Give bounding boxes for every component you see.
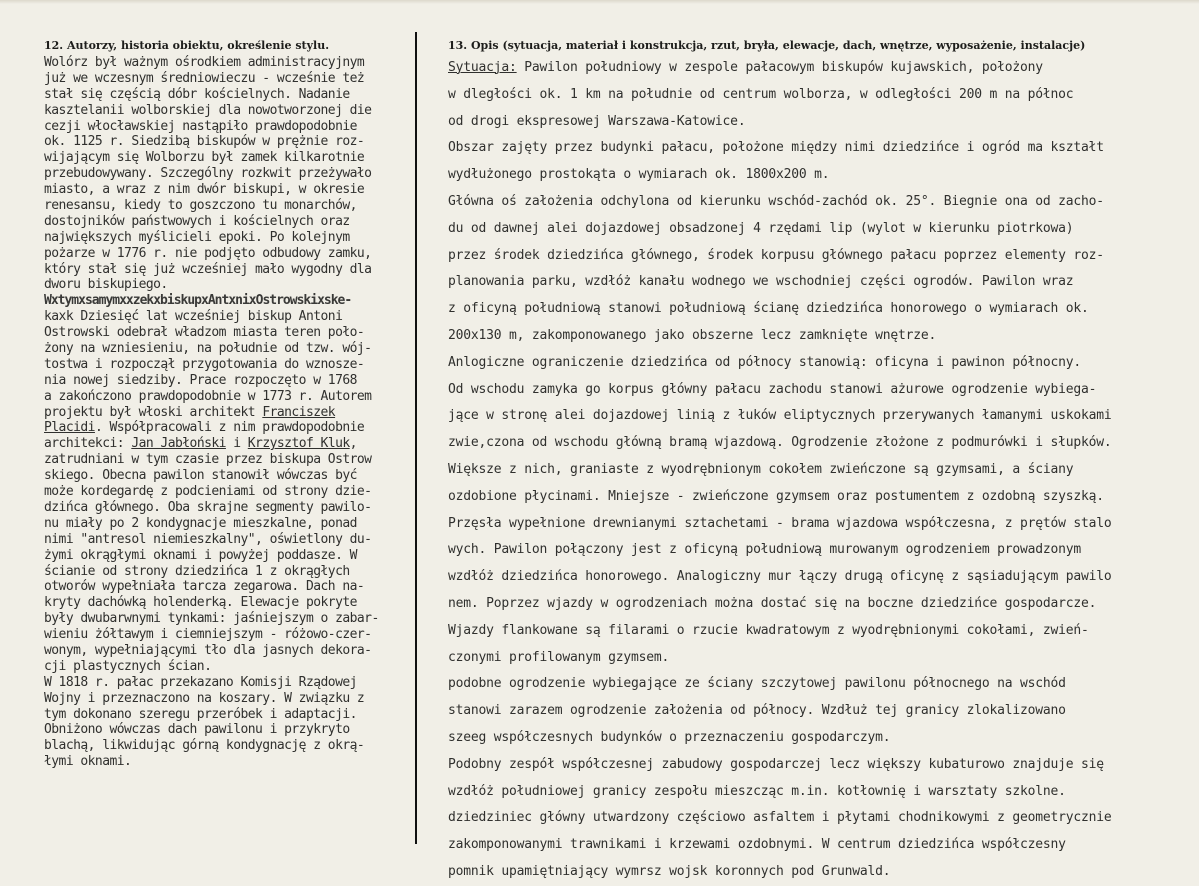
description-line: w dległości ok. 1 km na południe od centrum wolborza, w odległości 200 m na północ [448,86,1074,102]
description-line: dziedziniec główny utwardzony częściowo asfaltem i płytami chodnikowymi z geometrycznie [448,810,1112,826]
description-line: szeeg współczesnych budynków o przeznaczeniu gospodarczym. [448,729,891,745]
description-line: du od dawnej alei dojazdowej obsadzonej 4 rzędami lip (wylot w kierunku piotrkowa) [448,220,1074,236]
history-line: miasto, a wraz z nim dwór biskupi, w okresie [44,182,365,198]
description-line: pomnik upamiętniający wymrsz wojsk koronnych pod Grunwald. [448,863,891,879]
description-line: z oficyną południową stanowi południową ścianę dziedzińca honorowego o wymiarach ok. [448,301,1089,317]
history-line: ok. 1125 r. Siedzibą biskupów w prężnie roz- [44,134,365,150]
situation-text: Pawilon południowy w zespole pałacowym biskupów kujawskich, położony [516,60,1043,75]
history-line: W 1818 r. pałac przekazano Komisji Rządowej [44,674,357,690]
description-line: wydłużonego prostokąta o wymiarach ok. 1800x200 m. [448,167,830,183]
description-line: wych. Pawilon połączony jest z oficyną południową murowanym ogrodzeniem prowadzonym [448,542,1082,558]
history-line: projektu był włoski architekt Franciszek [44,404,336,420]
history-line: renesansu, kiedy to goszczono tu monarchów, [44,198,357,214]
description-line: Większe z nich, graniaste z wyodrębnionym cokołem zwieńczone są gzymsami, a ściany [448,461,1074,477]
history-line: pożarze w 1776 r. nie podjęto odbudowy zamku, [44,245,372,261]
description-line: Od wschodu zamyka go korpus główny pałacu zachodu stanowi ażurowe ogrodzenie wybiega- [448,381,1097,397]
description-line: zwie,czona od wschodu główną bramą wjazdową. Ogrodzenie złożone z podmurówki i słupków. [448,435,1112,451]
description-line: jące w stronę alei dojazdowej linią z łuków eliptycznych przerywanych łamanymi uskokami [448,408,1112,424]
description-line: zakomponowanymi trawnikami i krzewami ozdobnymi. W centrum dziedzińca współczesny [448,837,1066,853]
history-line: może kordegardę z podcieniami od strony dzie- [44,484,372,500]
history-line: Obniżono wówczas dach pawilonu i przykryto [44,722,350,738]
description-line: wzdłóż południowej granicy zespołu mieszcząc m.in. kotłownię i warsztaty szkolne. [448,783,1066,799]
description-line: 200x130 m, zakomponowanego jako obszerne lecz zamknięte wnętrze. [448,327,937,343]
description-line: od drogi ekspresowej Warszawa-Katowice. [448,113,746,129]
history-line: dworu biskupiego. [44,277,168,293]
description-line: Główna oś założenia odchylona od kierunku wschód-zachód ok. 25°. Biegnie ona od zacho- [448,193,1104,209]
description-line: stanowi zarazem ogrodzenie założenia od północy. Wzdłuż tej granicy zlokalizowano [448,703,1066,719]
history-line: wijającym się Wolborzu był zamek kilkarotnie [44,150,365,166]
description-line: Podobny zespół współczesnej zabudowy gospodarczej lecz większy kubaturowo znajduje się [448,756,1104,772]
history-line: stał się częścią dóbr kościelnych. Nadanie [44,86,350,102]
history-line: Wojny i przeznaczono na koszary. W związku z [44,690,365,706]
history-line: kaxk Dziesięć lat wcześniej biskup Antoni [44,309,343,325]
history-line: który stał się już wcześniej mało wygodny dla [44,261,372,277]
history-line: otworów wypełniała tarcza zegarowa. Dach na- [44,579,365,595]
history-line: były dwubarwnymi tynkami: jaśniejszym o zabar- [44,611,379,627]
history-column [44,39,412,770]
description-line: Przęsła wypełnione drewnianymi sztachetami - brama wjazdowa współczesna, z prętów stalo [448,515,1112,531]
history-line: żymi okrągłymi oknami i powyżej poddasze. W [44,547,357,563]
history-line: skiego. Obecna pawilon stanowił wówczas być [44,468,357,484]
history-line: największych myślicieli epoki. Po kolejnym [44,229,350,245]
situation-label: Sytuacja: [448,60,517,75]
history-line: wieniu żółtawym i ciemniejszym - różowo-czer- [44,627,372,643]
history-line: kryty dachówką holenderką. Elewacje pokryte [44,595,357,611]
history-line: już we wczesnym średniowieczu - wcześnie też [44,70,365,86]
description-line: wzdłóż dziedzińca honorowego. Analogiczny mur łączy drugą oficynę z sąsiadującym pawilo [448,569,1112,585]
history-line: tym dokonano szeregu przeróbek i adaptacji. [44,706,357,722]
description-line: nem. Poprzez wjazdy w ogrodzeniach można dostać się na boczne dziedzińce gospodarcze. [448,595,1097,611]
description-line: przez środek dziedzińca głównego, środek korpusu głównego pałacu poprzez elementy roz- [448,247,1104,263]
description-heading: 13. Opis (sytuacja, materiał i konstrukcja, rzut, bryła, elewacje, dach, wnętrze, wyposażenie, instalacje) [448,39,1086,52]
history-line: zatrudniani w tym czasie przez biskupa Ostrow [44,452,372,468]
description-line: czonymi profilowanym gzymsem. [448,649,670,665]
history-line: ścianie od strony dziedzińca 1 z okrągłych [44,563,350,579]
history-line: cezji włocławskiej nastąpiło prawdopodobnie [44,118,357,134]
page-edge [0,0,1199,4]
description-line: Wjazdy flankowane są filarami o rzucie kwadratowym z wyodrębnionymi cokołami, zwień- [448,622,1089,638]
history-line: dzińca głównego. Oba skrajne segmenty pawilo- [44,499,372,515]
history-line: żony na wzniesieniu, na południe od tzw. wój- [44,341,372,357]
history-text [44,55,412,770]
history-line: architekci: Jan Jabłoński i Krzysztof Kluk, [44,436,357,452]
history-line: łymi oknami. [44,754,132,770]
history-line: a zakończono prawdopodobnie w 1773 r. Autorem [44,388,372,404]
history-line: nimi "antresol niemieszkalny", oświetlony du- [44,531,372,547]
history-line: wonym, wypełniającymi tło dla jasnych dekora- [44,642,372,658]
history-heading: 12. Autorzy, historia obiektu, określenie stylu. [44,39,330,52]
history-line: Placidi. Współpracowali z nim prawdopodobnie [44,420,365,436]
history-line: kasztelanii wolborskiej dla nowotworzonej die [44,102,372,118]
history-line: WxtymxsamymxxzekxbiskupxAntxnixOstrowskixske- [44,293,352,309]
column-divider [415,32,417,844]
description-column [448,39,1190,886]
history-line: dostojników państwowych i kościelnych oraz [44,213,350,229]
description-line: planowania parku, wzdłóż kanału wodnego we wschodniej części ogrodów. Pawilon wraz [448,274,1074,290]
history-line: nu miały po 2 kondygnacje mieszkalne, ponad [44,515,357,531]
description-first-line [448,55,1190,82]
history-line: nia nowej siedziby. Prace rozpoczęto w 1768 [44,372,357,388]
description-line: Obszar zajęty przez budynki pałacu, położone między nimi dziedzińce i ogród ma kształt [448,140,1104,156]
description-line: podobne ogrodzenie wybiegające ze ściany szczytowej pawilonu północnego na wschód [448,676,1066,692]
history-line: tostwa i rozpoczął przygotowania do wznosze- [44,356,365,372]
history-line: cji plastycznych ścian. [44,658,212,674]
history-line: przebudowywany. Szczególny rozkwit przeżywało [44,166,372,182]
history-line: Wolórz był ważnym ośrodkiem administracyjnym [44,55,365,70]
description-line: ozdobione płycinami. Mniejsze - zwieńczone gzymsem oraz postumentem z ozdobną szyszką. [448,488,1104,504]
description-line: Anlogiczne ograniczenie dziedzińca od północy stanowią: oficyna i pawinon północny. [448,354,1082,370]
description-text [448,82,1190,886]
history-line: Ostrowski odebrał władzom miasta teren poło- [44,325,365,341]
history-line: blachą, likwidując górną kondygnację z okrą- [44,738,365,754]
